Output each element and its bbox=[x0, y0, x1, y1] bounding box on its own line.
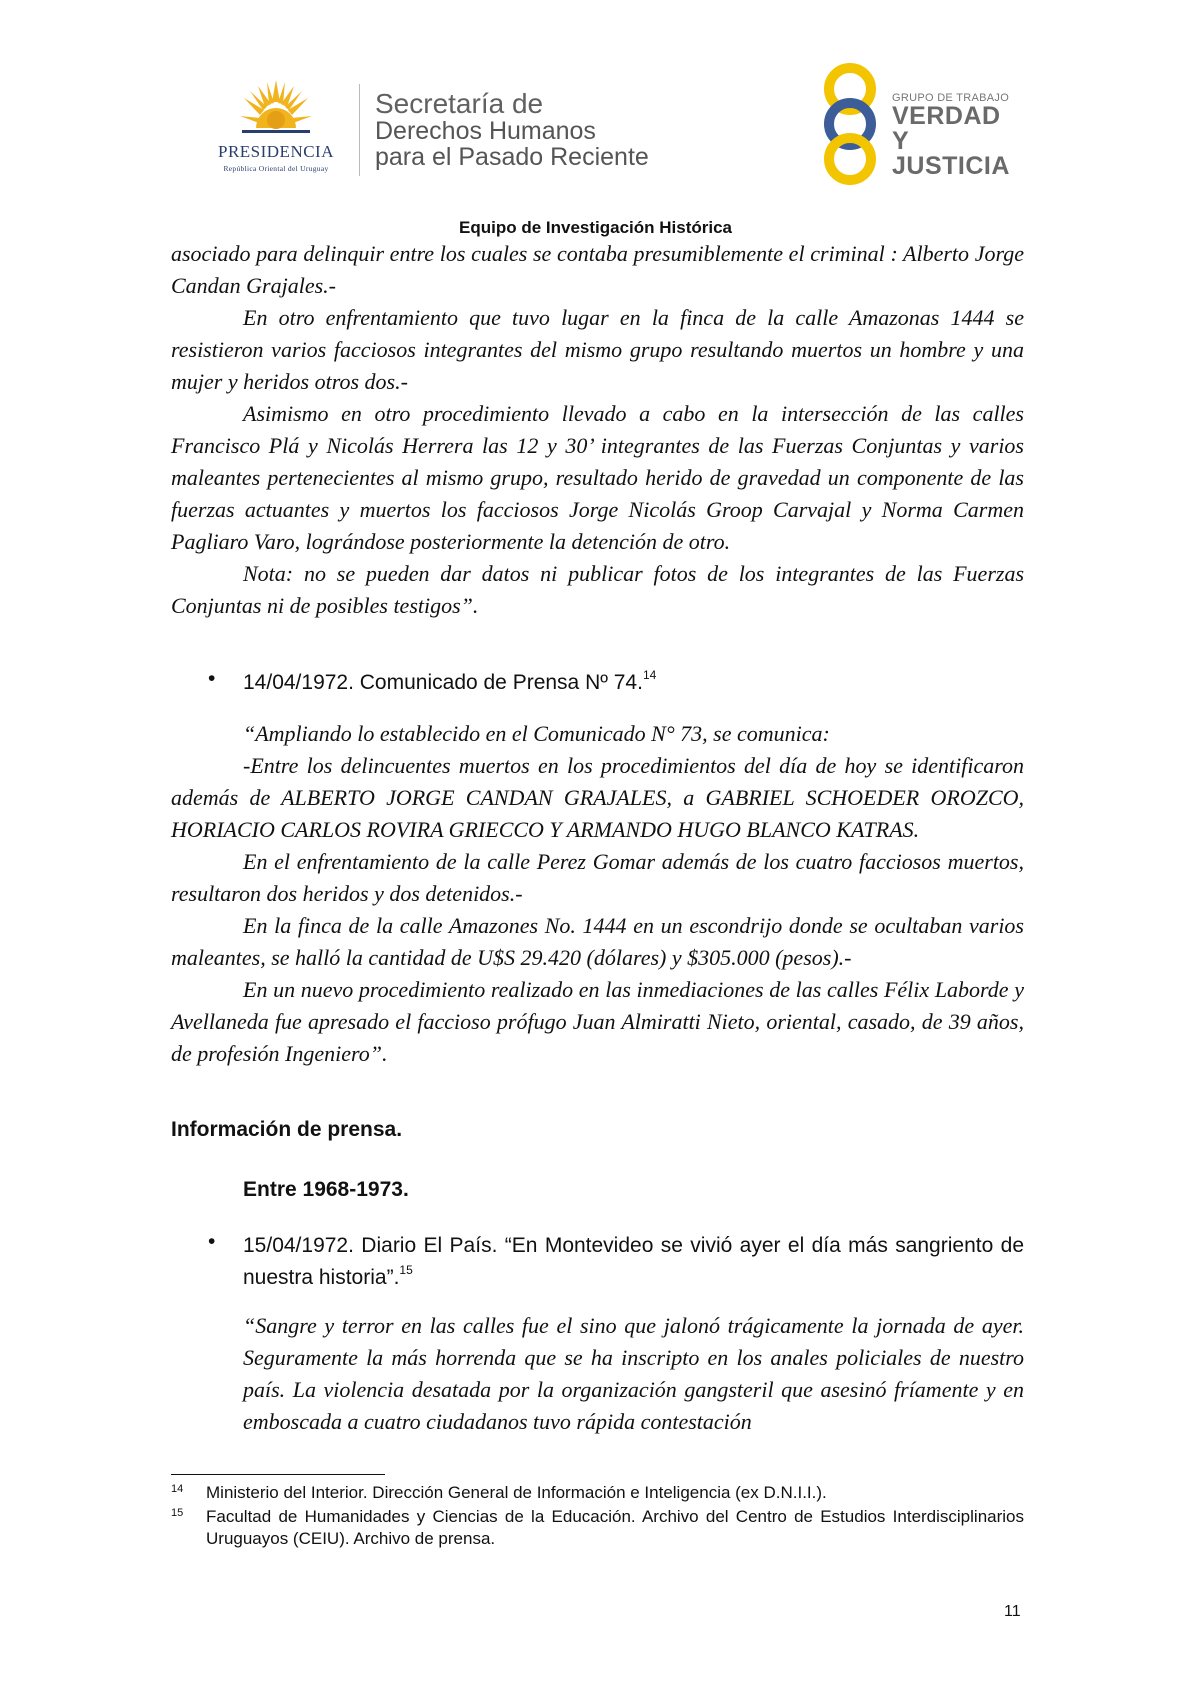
sun-icon bbox=[238, 78, 314, 140]
paragraph: asociado para delinquir entre los cuales se contaba presumiblemente el criminal : Alberto Jorge Candan Grajales.- bbox=[171, 241, 1024, 298]
vj-small-label: GRUPO DE TRABAJO bbox=[892, 92, 1010, 104]
bullet-text: 14/04/1972. Comunicado de Prensa Nº 74. bbox=[243, 671, 643, 694]
paragraph: -Entre los delincuentes muertos en los procedimientos del día de hoy se identificaron además de ALBERTO JORGE CANDAN GRAJALES, a GABRIEL SCHOEDER OROZCO, HORIACIO CARLOS ROVIRA GRIECCO Y ARMANDO HUGO BLANCO KATRAS. bbox=[171, 753, 1024, 842]
bullet-text: 15/04/1972. Diario El País. “En Montevideo se vivió ayer el día más sangriento de nuestra historia”. bbox=[243, 1234, 1024, 1289]
paragraph: En la finca de la calle Amazones No. 1444 en un escondrijo donde se ocultaban varios maleantes, se halló la cantidad de U$S 29.420 (dólares) y $305.000 (pesos).- bbox=[171, 913, 1024, 970]
presidencia-name: PRESIDENCIA bbox=[217, 142, 334, 161]
bullet-item-1 bbox=[243, 667, 1024, 699]
bullet-icon: • bbox=[208, 667, 216, 690]
team-title: Equipo de Investigación Histórica bbox=[459, 218, 732, 237]
subsection-heading: Entre 1968-1973. bbox=[243, 1178, 409, 1201]
paragraph: “Sangre y terror en las calles fue el sino que jalonó trágicamente la jornada de ayer. Seguramente la más horrenda que se ha inscripto en los anales policiales de nuestro país. La violencia desatada por la organización gangsteril que asesinó fríamente y en emboscada a cuatro ciudadanos tuvo rápida contestación bbox=[243, 1313, 1024, 1434]
footnote-text: Ministerio del Interior. Dirección General de Información e Inteligencia (ex D.N.I.I.). bbox=[206, 1483, 827, 1502]
quote-block-3 bbox=[243, 1310, 1024, 1438]
footnote-15 bbox=[171, 1506, 1024, 1550]
bullet-icon: • bbox=[208, 1230, 216, 1253]
paragraph: En otro enfrentamiento que tuvo lugar en la finca de la calle Amazonas 1444 se resistieron varios facciosos integrantes del mismo grupo resultando muertos un hombre y una mujer y heridos otros dos.- bbox=[171, 305, 1024, 394]
vj-line-2: JUSTICIA bbox=[892, 152, 1010, 180]
paragraph: Asimismo en otro procedimiento llevado a cabo en la intersección de las calles Francisco Plá y Nicolás Herrera las 12 y 30’ integrantes de las Fuerzas Conjuntas y varios maleantes pertenecientes al mismo grupo, resultado herido de gravedad un componente de las fuerzas actuantes y muertos los facciosos Jorge Nicolás Groop Carvajal y Norma Carmen Pagliaro Varo, lográndose posteriormente la detención de otro. bbox=[171, 401, 1024, 554]
presidencia-subtitle: República Oriental del Uruguay bbox=[223, 164, 329, 173]
secretaria-line-3: para el Pasado Reciente bbox=[375, 143, 649, 171]
page-number: 11 bbox=[1004, 1603, 1021, 1620]
footnote-separator bbox=[171, 1474, 385, 1475]
bullet-item-2 bbox=[243, 1230, 1024, 1294]
paragraph: “Ampliando lo establecido en el Comunicado N° 73, se comunica: bbox=[243, 721, 830, 746]
vj-line-1: VERDAD Y bbox=[892, 102, 1001, 155]
quote-block-2 bbox=[171, 718, 1024, 1070]
footnote-14 bbox=[171, 1482, 1024, 1504]
footnote-ref[interactable]: 15 bbox=[399, 1263, 413, 1277]
footnote-ref[interactable]: 14 bbox=[642, 668, 657, 682]
secretaria-title bbox=[375, 90, 649, 170]
verdad-justicia-logo bbox=[812, 62, 1022, 192]
paragraph: En un nuevo procedimiento realizado en las inmediaciones de las calles Félix Laborde y Avellaneda fue apresado el faccioso prófugo Juan Almiratti Nieto, oriental, casado, de 39 años, de profesión Ingeniero”. bbox=[171, 977, 1024, 1066]
quote-block-1 bbox=[171, 238, 1024, 622]
verdad-justicia-text bbox=[892, 92, 1022, 179]
presidencia-logo bbox=[196, 78, 356, 178]
footnote-text: Facultad de Humanidades y Ciencias de la Educación. Archivo del Centro de Estudios Interdisciplinarios Uruguayos (CEIU). Archivo de prensa. bbox=[206, 1507, 1024, 1548]
rings-icon bbox=[812, 62, 890, 186]
section-heading: Información de prensa. bbox=[171, 1118, 403, 1141]
secretaria-line-2: Derechos Humanos bbox=[375, 117, 596, 145]
secretaria-line-1: Secretaría de bbox=[375, 88, 544, 119]
footnote-number: 15 bbox=[171, 1507, 184, 1519]
paragraph: En el enfrentamiento de la calle Perez Gomar además de los cuatro facciosos muertos, resultaron dos heridos y dos detenidos.- bbox=[171, 849, 1024, 906]
header-divider bbox=[359, 84, 360, 176]
paragraph: Nota: no se pueden dar datos ni publicar fotos de los integrantes de las Fuerzas Conjuntas ni de posibles testigos”. bbox=[171, 561, 1024, 618]
footnote-number: 14 bbox=[171, 1483, 184, 1495]
